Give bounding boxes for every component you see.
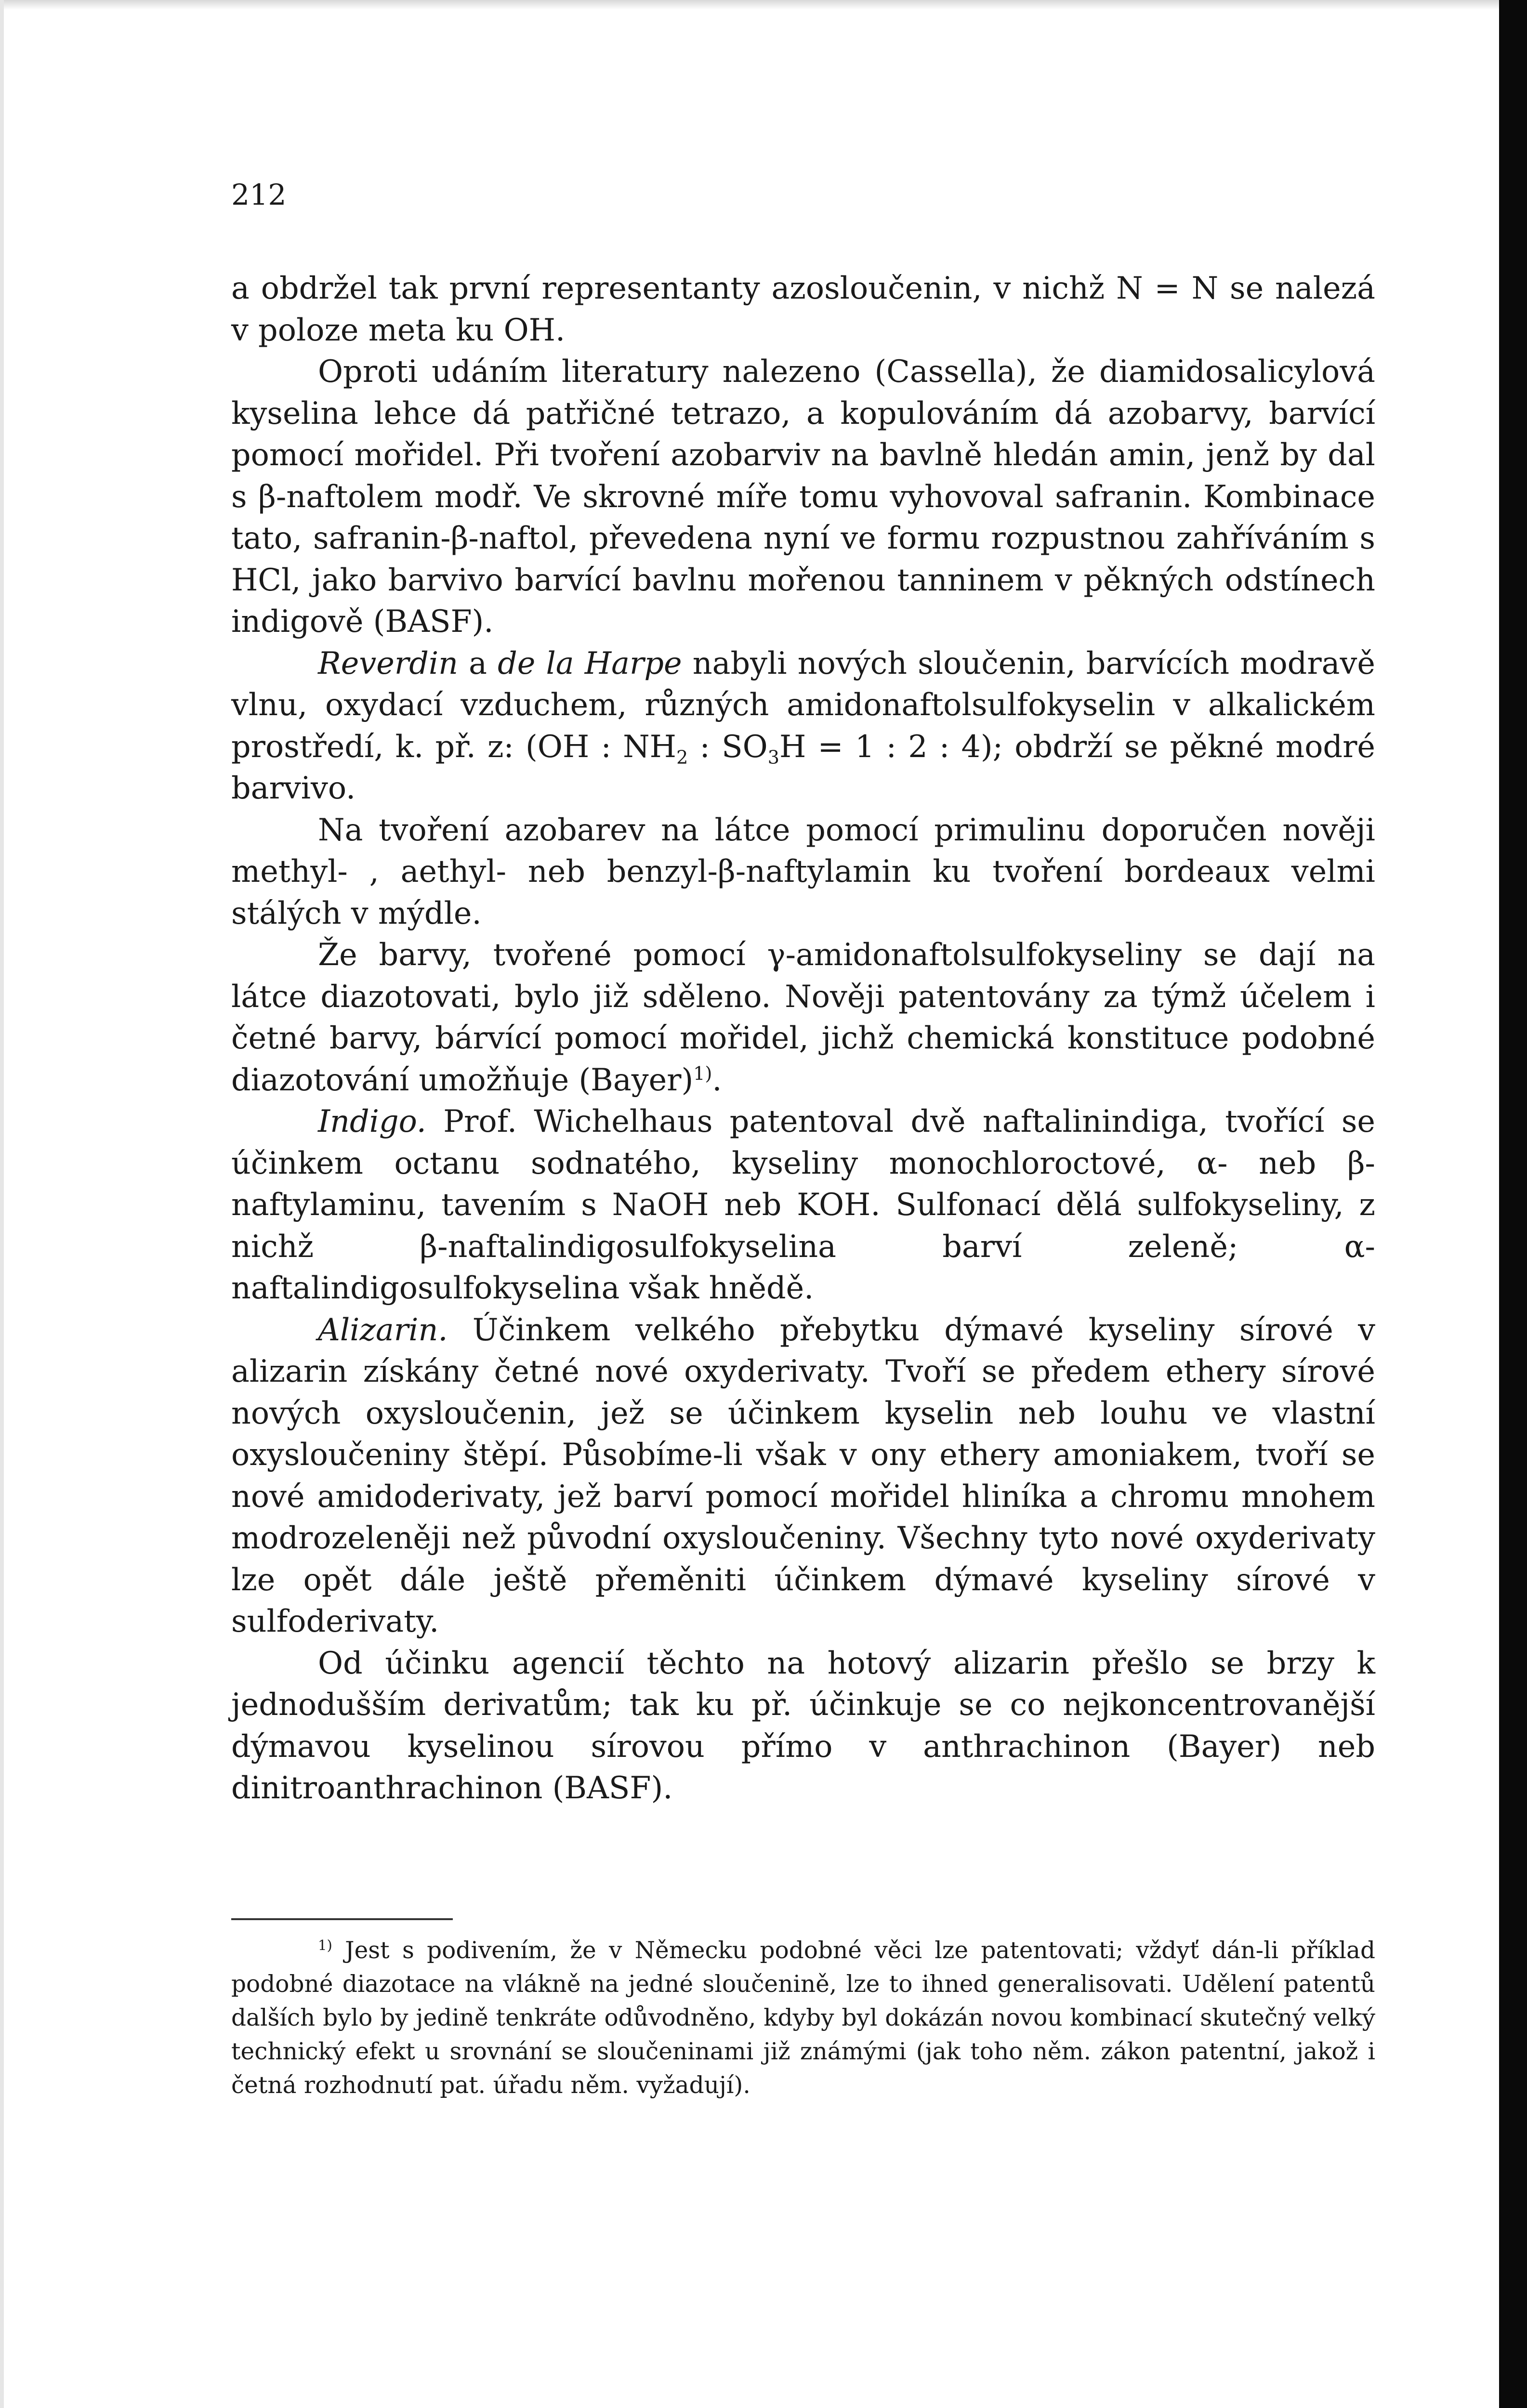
paragraph-3-text-a: nabyli nových sloučenin, barvících modravě vlnu, oxydací vzduchem, různých amidonaftolsulfokyselin v alkalickém prostředí, k. př. z: (OH : NH [231, 645, 1375, 764]
footnote-text: Jest s podivením, že v Německu podobné věci lze patentovati; vždyť dán-li příklad podobné diazotace na vlákně na jedné sloučenině, lze to ihned generalisovati. Udělení patentů dalších bylo by jedině tenkráte odůvodněno, kdyby byl dokázán novou kombinací skutečný velký technický efekt u srovnání se sloučeninami již známými (jak toho něm. zákon patentní, jakož i četná rozhodnutí pat. úřadu něm. vyžadují). [231, 1937, 1375, 2099]
paragraph-3-text-b: : SO [688, 728, 768, 764]
scan-top-edge [0, 0, 1499, 10]
section-heading-alizarin: Alizarin. [318, 1311, 448, 1348]
paragraph-indigo [231, 1100, 1375, 1309]
paragraph-indigo-text: Prof. Wichelhaus patentoval dvě naftalinindiga, tvořící se účinkem octanu sodnatého, kyseliny monochloroctové, α- neb β-naftylaminu, tavením s NaOH neb KOH. Sulfonací dělá sulfokyseliny, z nichž β-naftalindigosulfokyselina barví zeleně; α-naftalindigosulfokyselina však hnědě. [231, 1103, 1375, 1306]
author-name-reverdin: Reverdin [318, 645, 459, 681]
paragraph-3 [231, 642, 1375, 809]
paragraph-2: Oproti udáním literatury nalezeno (Cassella), že diamidosalicylová kyselina lehce dá patřičné tetrazo, a kopulováním dá azobarvy, barvící pomocí mořidel. Při tvoření azobarviv na bavlně hledán amin, jenž by dal s β-naftolem modř. Ve skrovné míře tomu vyhovoval safranin. Kombinace tato, safranin-β-naftol, převedena nyní ve formu rozpustnou zahříváním s HCl, jako barvivo barvící bavlnu mořenou tanninem v pěkných odstínech indigově (BASF). [231, 353, 1375, 639]
paragraph-4: Na tvoření azobarev na látce pomocí primulinu doporučen nověji methyl- , aethyl- neb benzyl-β-naftylamin ku tvoření bordeaux velmi stálých v mýdle. [231, 811, 1375, 931]
footnote-reference: 1) [693, 1062, 712, 1084]
section-heading-indigo: Indigo. [318, 1103, 426, 1139]
subscript-3: 3 [767, 746, 779, 768]
main-text [231, 267, 1375, 1809]
scan-left-edge [0, 0, 4, 2408]
paragraph-alizarin [231, 1309, 1375, 1642]
author-name-de-la-harpe: de la Harpe [498, 645, 682, 681]
paragraph-8: Od účinku agencií těchto na hotový alizarin přešlo se brzy k jednodušším derivatům; tak ku př. účinkuje se co nejkoncentrovanější dýmavou kyselinou sírovou přímo v anthrachinon (Bayer) neb dinitroanthrachinon (BASF). [231, 1645, 1375, 1806]
scan-right-border [1499, 0, 1527, 2408]
connector-text: a [458, 645, 498, 681]
footnote-marker: 1) [318, 1937, 332, 1953]
subscript-2: 2 [676, 746, 688, 768]
footnote-divider [231, 1918, 453, 1920]
paragraph-5-text: Že barvy, tvořené pomocí γ-amidonaftolsulfokyseliny se dají na látce diazotovati, bylo již sděleno. Nověji patentovány za týmž účelem i četné barvy, bárvící pomocí mořidel, jichž chemická konstituce podobné diazotování umožňuje (Bayer) [231, 937, 1375, 1098]
footnote [231, 1934, 1375, 2102]
paragraph-3-text-c: H = 1 : 2 : 4); obdrží se pěkné modré barvivo. [231, 728, 1376, 806]
paragraph-1: a obdržel tak první representanty azosloučenin, v nichž N = N se nalezá v poloze meta ku OH. [231, 270, 1375, 348]
paragraph-5 [231, 934, 1375, 1100]
paragraph-5-end: . [712, 1061, 722, 1098]
page-number: 212 [231, 178, 287, 212]
paragraph-alizarin-text: Účinkem velkého přebytku dýmavé kyseliny sírové v alizarin získány četné nové oxyderivaty. Tvoří se předem ethery sírové nových oxysloučenin, jež se účinkem kyselin neb louhu ve vlastní oxysloučeniny štěpí. Působíme-li však v ony ethery amoniakem, tvoří se nové amidoderivaty, jež barví pomocí mořidel hliníka a chromu mnohem modrozeleněji než původní oxysloučeniny. Všechny tyto nové oxyderivaty lze opět dále ještě přeměniti účinkem dýmavé kyseliny sírové v sulfoderivaty. [231, 1311, 1375, 1639]
